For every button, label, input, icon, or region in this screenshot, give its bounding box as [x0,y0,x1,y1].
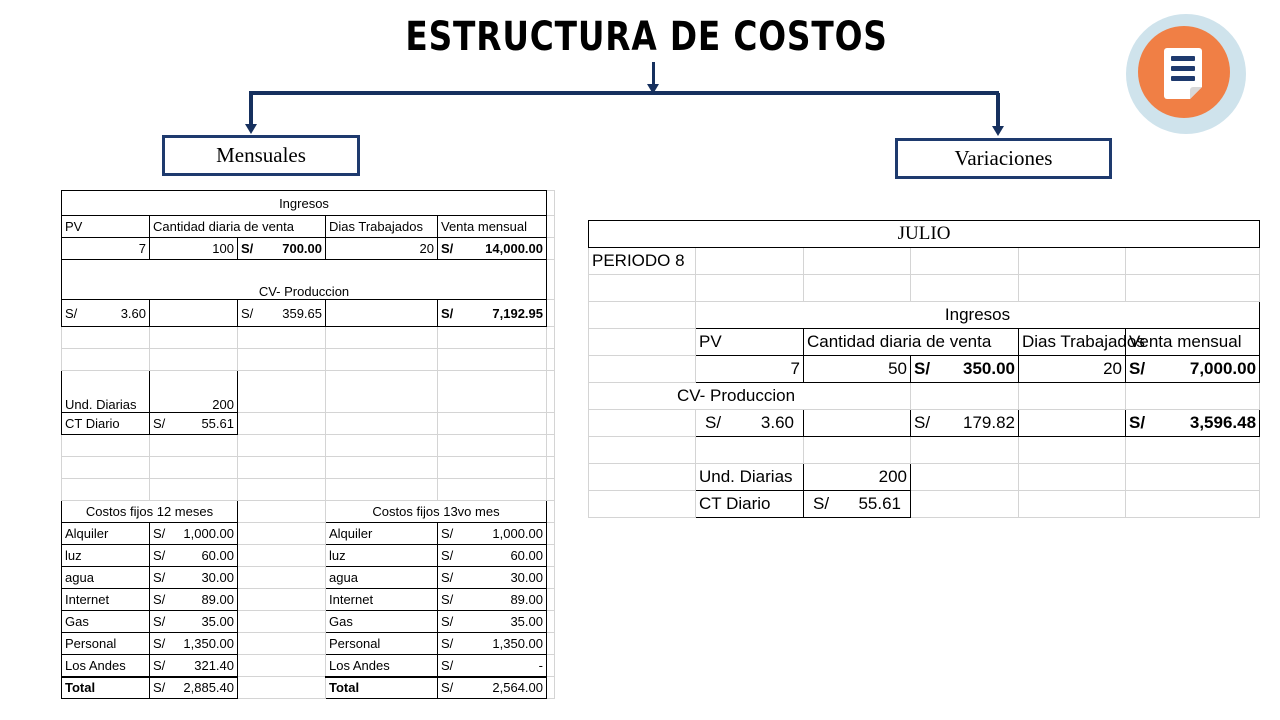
header-venta: Venta mensual [438,216,547,238]
header-pv: PV [62,216,150,238]
fijos12-value: S/ 321.40 [150,655,238,677]
venta-mensual-cell: S/ 14,000.00 [438,238,547,260]
fijos13-row: Los Andes [326,655,438,677]
fijos13-row: luz [326,545,438,567]
venta-mensual-cell: S/ 7,000.00 [1126,356,1260,383]
connector-right-stem [996,93,1000,127]
cantidad-value: 50 [804,356,911,383]
fijos12-total-value: S/ 2,885.40 [150,677,238,699]
ct-diario-label: CT Diario [62,413,150,435]
fijos12-row: Gas [62,611,150,633]
fijos13-row: Personal [326,633,438,655]
dias-value: 20 [326,238,438,260]
ct-diario-cell: S/ 55.61 [804,491,911,518]
fijos12-value: S/ 89.00 [150,589,238,611]
variacion-sheet [588,220,1260,518]
fijos13-total-label: Total [326,677,438,699]
fijos13-row: Alquiler [326,523,438,545]
cv-unit-cell: S/ 3.60 [696,410,804,437]
fijos12-row: Internet [62,589,150,611]
venta-diaria-cell: S/ 700.00 [238,238,326,260]
connector-top-stem [652,62,655,86]
fijos13-total-value: S/ 2,564.00 [438,677,547,699]
fijos13-value: S/ 89.00 [438,589,547,611]
pv-value: 7 [62,238,150,260]
header-cantidad: Cantidad diaria de venta [804,329,1019,356]
header-cantidad: Cantidad diaria de venta [150,216,326,238]
cv-monthly-cell: S/ 7,192.95 [438,300,547,327]
cv-daily-cell: S/ 179.82 [911,410,1019,437]
header-dias: Dias Trabajados [326,216,438,238]
und-diarias-label: Und. Diarias [696,464,804,491]
periodo-label: PERIODO 8 [589,248,696,275]
fijos12-row: agua [62,567,150,589]
connector-horizontal [249,91,999,95]
und-diarias-label: Und. Diarias [62,371,150,413]
variaciones-label: Variaciones [954,146,1053,170]
fijos12-value: S/ 30.00 [150,567,238,589]
document-list-icon [1124,12,1248,136]
page-title: ESTRUCTURA DE COSTOS [405,14,888,60]
cv-title: CV- Produccion [589,383,911,410]
fijos13-value: S/ 35.00 [438,611,547,633]
arrow-down-icon [992,126,1004,136]
mensuales-box [162,135,360,176]
ingresos-title: Ingresos [62,191,547,216]
fijos13-value: S/ 60.00 [438,545,547,567]
ingresos-title: Ingresos [696,302,1260,329]
cv-title: CV- Produccion [62,260,547,300]
und-diarias-value: 200 [150,371,238,413]
mensuales-label: Mensuales [216,143,306,167]
connector-left-stem [249,93,253,126]
fijos13-value: S/ 1,350.00 [438,633,547,655]
fijos13-title: Costos fijos 13vo mes [326,501,547,523]
fijos12-title: Costos fijos 12 meses [62,501,238,523]
ct-diario-label: CT Diario [696,491,804,518]
fijos12-row: Personal [62,633,150,655]
mensual-sheet [61,190,555,699]
arrow-down-icon [245,124,257,134]
fijos13-value: S/ - [438,655,547,677]
header-dias: Dias Trabajados [1019,329,1126,356]
venta-diaria-cell: S/ 350.00 [911,356,1019,383]
cv-monthly-cell: S/ 3,596.48 [1126,410,1260,437]
variaciones-box [895,138,1112,179]
header-pv: PV [696,329,804,356]
fijos13-value: S/ 30.00 [438,567,547,589]
dias-value: 20 [1019,356,1126,383]
cv-daily-cell: S/ 359.65 [238,300,326,327]
fijos12-value: S/ 60.00 [150,545,238,567]
fijos12-row: Alquiler [62,523,150,545]
fijos13-row: Gas [326,611,438,633]
header-venta: Venta mensual [1126,329,1260,356]
cv-unit-cell: S/ 3.60 [62,300,150,327]
pv-value: 7 [696,356,804,383]
fijos12-total-label: Total [62,677,150,699]
fijos12-value: S/ 35.00 [150,611,238,633]
fijos12-row: Los Andes [62,655,150,677]
fijos12-value: S/ 1,000.00 [150,523,238,545]
fijos13-row: agua [326,567,438,589]
und-diarias-value: 200 [804,464,911,491]
fijos12-value: S/ 1,350.00 [150,633,238,655]
month-title: JULIO [589,221,1260,248]
cantidad-value: 100 [150,238,238,260]
fijos13-row: Internet [326,589,438,611]
fijos13-value: S/ 1,000.00 [438,523,547,545]
fijos12-row: luz [62,545,150,567]
ct-diario-cell: S/ 55.61 [150,413,238,435]
